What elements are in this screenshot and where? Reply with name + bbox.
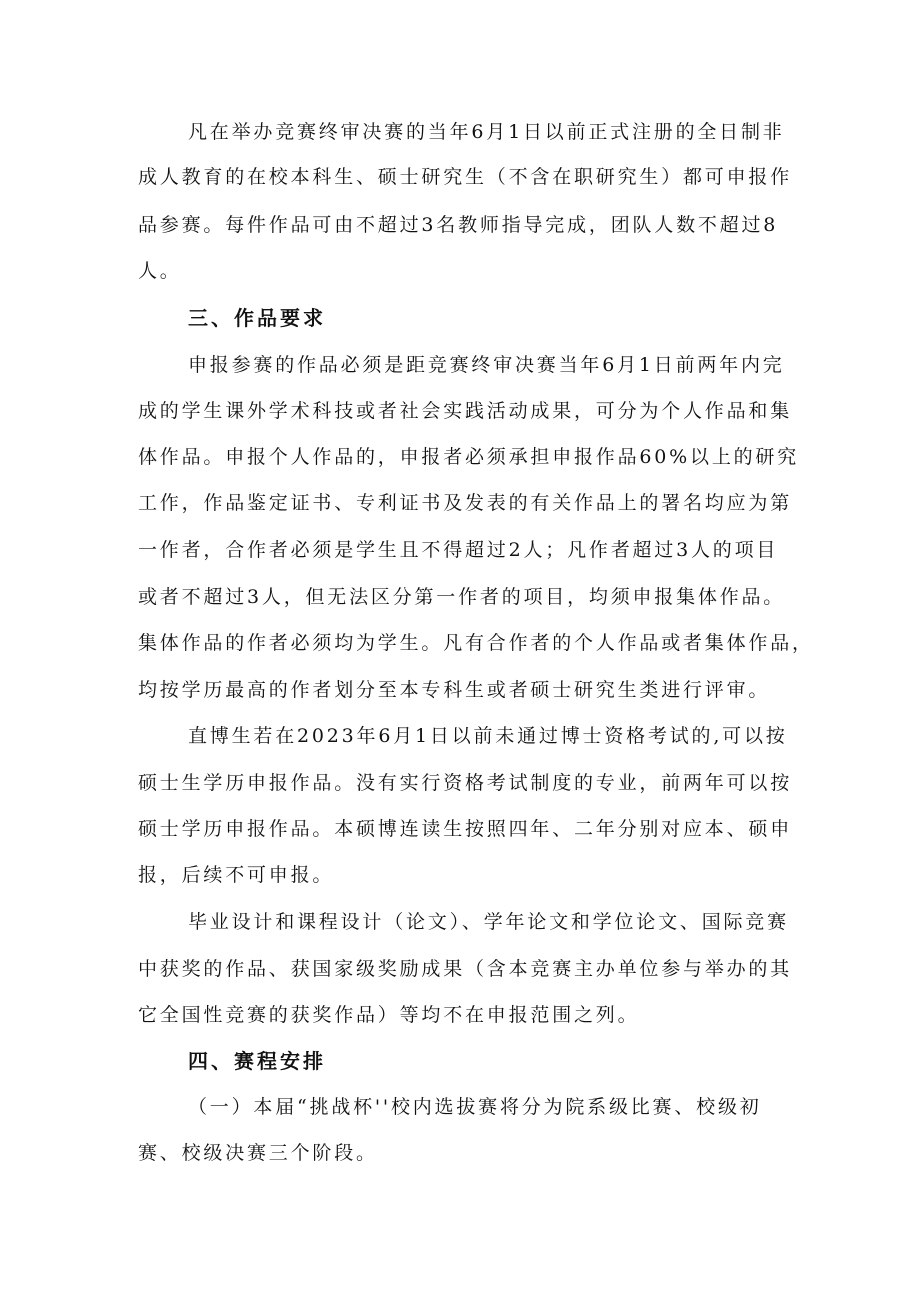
paragraph-5-line-1: （一）本届“挑战杯''校内选拔赛将分为院系级比赛、校级初 xyxy=(188,1096,762,1118)
paragraph-2-line-5: 一作者，合作者必须是学生且不得超过2人；凡作者超过3人的项目 xyxy=(138,539,779,561)
section-heading-3: 三、作品要求 xyxy=(188,306,326,330)
paragraph-3-line-4: 报，后续不可申报。 xyxy=(138,864,335,886)
paragraph-4-line-1: 毕业设计和课程设计（论文）、学年论文和学位论文、国际竞赛 xyxy=(188,911,789,933)
paragraph-2-line-3: 体作品。申报个人作品的，申报者必须承担申报作品60%以上的研究 xyxy=(138,446,800,468)
paragraph-2-line-4: 工作，作品鉴定证书、专利证书及发表的有关作品上的署名均应为第 xyxy=(138,492,793,514)
paragraph-1-line-2: 成人教育的在校本科生、硕士研究生（不含在职研究生）都可申报作 xyxy=(138,166,793,188)
paragraph-4-line-3: 它全国性竞赛的获奖作品）等均不在申报范围之列。 xyxy=(138,1004,640,1026)
paragraph-4-line-2: 中获奖的作品、获国家级奖励成果（含本竞赛主办单位参与举办的其 xyxy=(138,958,793,980)
paragraph-2-line-7: 集体作品的作者必须均为学生。凡有合作者的个人作品或者集体作品， xyxy=(138,632,814,654)
paragraph-5-line-2: 赛、校级决赛三个阶段。 xyxy=(138,1142,378,1164)
paragraph-1-line-3: 品参赛。每件作品可由不超过3名教师指导完成，团队人数不超过8 xyxy=(138,214,779,236)
paragraph-3-line-1: 直博生若在2023年6月1日以前未通过博士资格考试的,可以按 xyxy=(188,725,788,747)
paragraph-3-line-3: 硕士学历申报作品。本硕博连读生按照四年、二年分别对应本、硕申 xyxy=(138,818,793,840)
paragraph-2-line-6: 或者不超过3人，但无法区分第一作者的项目，均须申报集体作品。 xyxy=(138,586,786,608)
paragraph-3-line-2: 硕士生学历申报作品。没有实行资格考试制度的专业，前两年可以按 xyxy=(138,772,793,794)
paragraph-2-line-1: 申报参赛的作品必须是距竞赛终审决赛当年6月1日前两年内完 xyxy=(188,354,785,376)
paragraph-2-line-2: 成的学生课外学术科技或者社会实践活动成果，可分为个人作品和集 xyxy=(138,400,793,422)
paragraph-1-line-1: 凡在举办竞赛终审决赛的当年6月1日以前正式注册的全日制非 xyxy=(188,121,785,143)
section-heading-4: 四、赛程安排 xyxy=(188,1049,326,1073)
paragraph-2-line-8: 均按学历最高的作者划分至本专科生或者硕士研究生类进行评审。 xyxy=(138,679,771,701)
paragraph-1-line-4: 人。 xyxy=(138,260,182,282)
